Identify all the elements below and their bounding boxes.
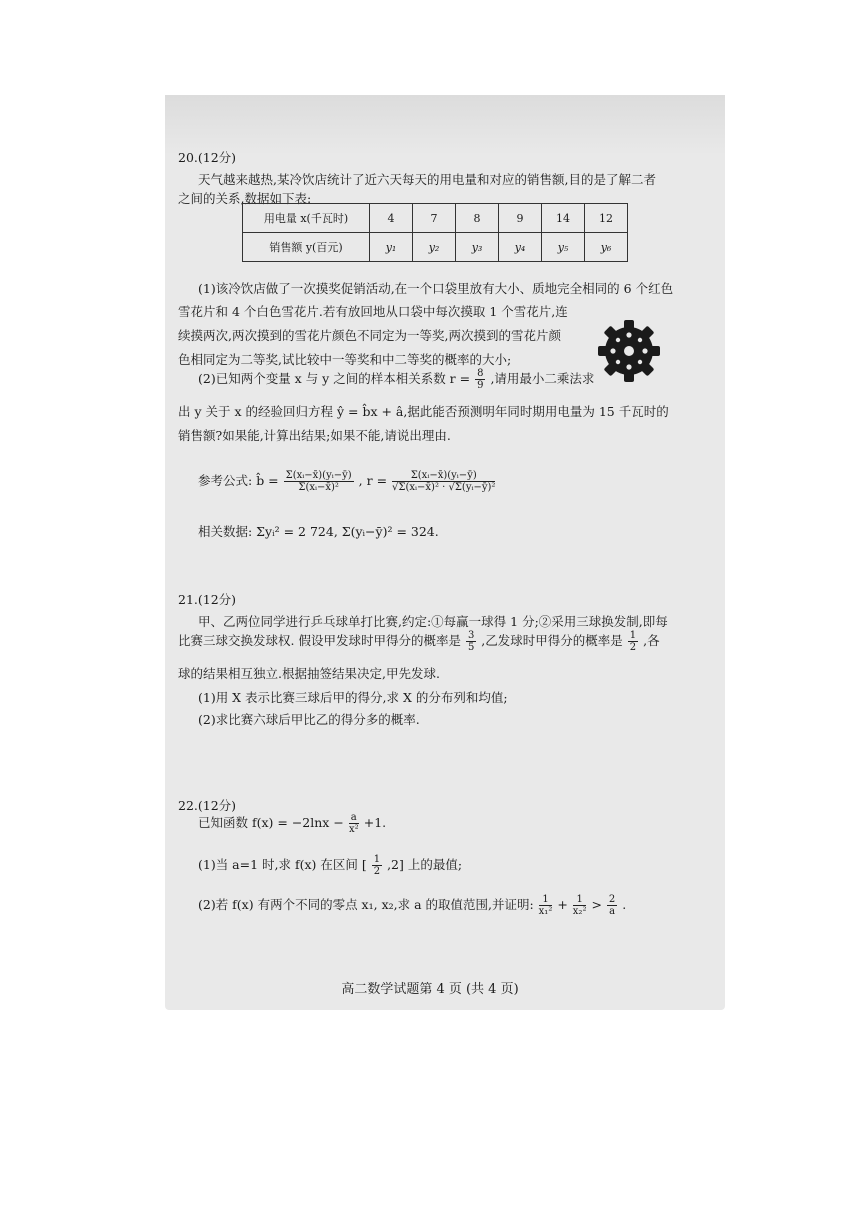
r-formula	[392, 470, 495, 493]
fraction	[372, 854, 382, 877]
denominator: x₁²	[538, 906, 553, 917]
text: ,各	[643, 633, 660, 648]
q22-line3	[198, 894, 626, 917]
table-header-cell: 用电量 x(千瓦时)	[243, 204, 370, 233]
text: (2)已知两个变量 x 与 y 之间的样本相关系数 r =	[198, 371, 471, 386]
table-cell: y₂	[413, 233, 456, 262]
numerator: 1	[573, 894, 587, 906]
b-formula	[284, 470, 354, 493]
table-cell: 8	[456, 204, 499, 233]
table-cell: 12	[585, 204, 628, 233]
q20-heading: 20.(12分)	[178, 150, 237, 165]
q21-heading: 21.(12分)	[178, 592, 237, 607]
numerator: 8	[477, 368, 484, 379]
q21-line4: (1)用 X 表示比赛三球后甲的得分,求 X 的分布列和均值;	[198, 690, 508, 705]
denominator: 9	[477, 380, 484, 391]
text: (1)当 a=1 时,求 f(x) 在区间 [	[198, 857, 367, 872]
q20-intro-1: 天气越来越热,某冷饮店统计了近六天每天的用电量和对应的销售额,目的是了解二者	[198, 172, 656, 187]
text: ,请用最小二乘法求	[490, 371, 595, 386]
denominator: x₂²	[572, 906, 587, 917]
text: ,乙发球时甲得分的概率是	[481, 633, 623, 648]
text: +1.	[363, 815, 387, 830]
numerator: Σ(xᵢ−x̄)(yᵢ−ȳ)	[392, 470, 495, 482]
table-cell: y₃	[456, 233, 499, 262]
table-row	[243, 204, 628, 233]
fraction	[475, 368, 485, 391]
ref-b: b̂ =	[256, 473, 279, 488]
denominator: a	[609, 906, 616, 917]
page-footer: 高二数学试题第 4 页 (共 4 页)	[341, 982, 519, 997]
numerator: 3	[467, 630, 475, 641]
q20-part1-line1: (1)该冷饮店做了一次摸奖促销活动,在一个口袋里放有大小、质地完全相同的 6 个红色	[198, 281, 674, 296]
table-cell: y₄	[499, 233, 542, 262]
text: ,2] 上的最值;	[387, 857, 463, 872]
numerator: a	[350, 812, 357, 823]
q20-part1-line2: 雪花片和 4 个白色雪花片.若有放回地从口袋中每次摸取 1 个雪花片,连	[178, 304, 568, 319]
table-cell: y₆	[585, 233, 628, 262]
text: 已知函数 f(x) = −2lnx −	[198, 815, 344, 830]
q20-part1-line3: 续摸两次,两次摸到的雪花片颜色不同定为一等奖,两次摸到的雪花片颜	[178, 328, 561, 343]
denominator: Σ(xᵢ−x̄)²	[298, 482, 339, 493]
numerator: 2	[608, 894, 616, 905]
numerator: 1	[629, 630, 637, 641]
text: (2)若 f(x) 有两个不同的零点 x₁, x₂,求 a 的取值范围,并证明:	[198, 897, 534, 912]
fraction	[349, 812, 359, 835]
q21-line1: 甲、乙两位同学进行乒乓球单打比赛,约定:①每赢一球得 1 分;②采用三球换发制,即每	[198, 614, 668, 629]
q22-heading: 22.(12分)	[178, 798, 237, 813]
numerator: 1	[539, 894, 553, 906]
fraction	[539, 894, 553, 917]
fraction	[628, 630, 638, 653]
text: 比赛三球交换发球权. 假设甲发球时甲得分的概率是	[178, 633, 461, 648]
q22-line2	[198, 854, 462, 877]
q20-intro-2: 之间的关系,数据如下表:	[178, 191, 312, 206]
table-cell: 14	[542, 204, 585, 233]
numerator: 1	[373, 854, 381, 865]
table-cell: 9	[499, 204, 542, 233]
numerator: Σ(xᵢ−x̄)(yᵢ−ȳ)	[285, 470, 352, 481]
denominator: 2	[373, 866, 381, 877]
denominator: x²	[348, 824, 359, 835]
table-row	[243, 233, 628, 262]
q20-part2-line1	[198, 368, 594, 391]
related-data: 相关数据: Σyᵢ² = 2 724, Σ(yᵢ−ȳ)² = 324.	[198, 524, 439, 539]
q21-line3: 球的结果相互独立.根据抽签结果决定,甲先发球.	[178, 666, 440, 681]
reference-formula	[198, 470, 496, 493]
table-cell: 7	[413, 204, 456, 233]
text: >	[591, 897, 602, 912]
denominator: 5	[467, 642, 475, 653]
table-cell: y₅	[542, 233, 585, 262]
ref-label: 参考公式:	[198, 473, 253, 488]
q20-part1-line4: 色相同定为二等奖,试比较中一等奖和中二等奖的概率的大小;	[178, 352, 512, 367]
scan-shadow	[165, 95, 725, 155]
table-cell: y₁	[370, 233, 413, 262]
text: .	[622, 897, 627, 912]
fraction	[466, 630, 476, 653]
table-cell: 4	[370, 204, 413, 233]
table-header-cell: 销售额 y(百元)	[243, 233, 370, 262]
q20-part2-line2: 出 y 关于 x 的经验回归方程 ŷ = b̂x + â,据此能否预测明年同时期用电量为 15 千瓦时的	[178, 404, 669, 419]
denominator: 2	[629, 642, 637, 653]
ref-r: , r =	[358, 473, 388, 488]
fraction	[573, 894, 587, 917]
data-table	[242, 203, 628, 262]
q20-part2-line3: 销售额?如果能,计算出结果;如果不能,请说出理由.	[178, 428, 451, 443]
q22-line1	[198, 812, 386, 835]
snowflake-icon	[596, 318, 662, 384]
q21-line5: (2)求比赛六球后甲比乙的得分多的概率.	[198, 712, 420, 727]
denominator: √Σ(xᵢ−x̄)² · √Σ(yᵢ−ȳ)²	[392, 482, 496, 493]
text: +	[557, 897, 568, 912]
q21-line2	[178, 630, 660, 653]
fraction	[607, 894, 617, 917]
